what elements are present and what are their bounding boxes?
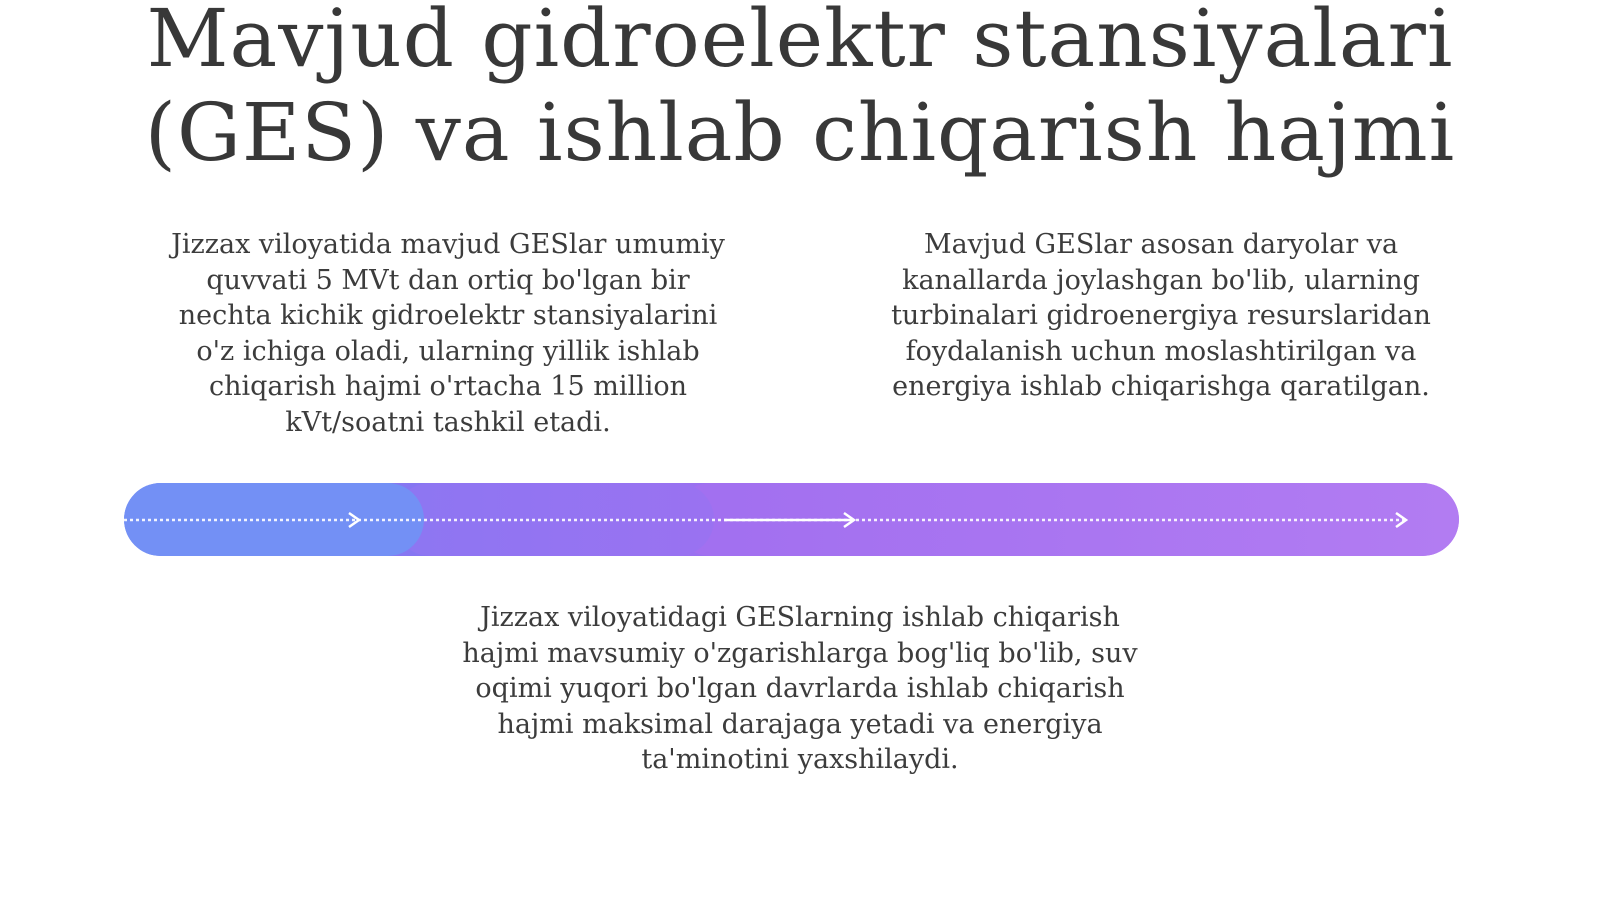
title-line-2: (GES) va ishlab chiqarish hajmi [144, 86, 1456, 179]
bottom-paragraph: Jizzax viloyatidagi GESlarning ishlab chiqarish hajmi mavsumiy o'zgarishlarga bog'liq bo'lib, suv oqimi yuqori bo'lgan davrlarda ishlab chiqarish hajmi maksimal darajaga yetadi va energiya ta'minotini yaxshilaydi. [462, 602, 1138, 775]
right-paragraph: Mavjud GESlar asosan daryolar va kanallarda joylashgan bo'lib, ularning turbinalari gidroenergiya resurslaridan foydalanish uchun moslashtirilgan va energiya ishlab chiqarishga qaratilgan. [891, 229, 1431, 402]
title-line-1: Mavjud gidroelektr stansiyalari [146, 0, 1454, 85]
timeline-arrows [124, 483, 1459, 556]
left-paragraph: Jizzax viloyatida mavjud GESlar umumiy quvvati 5 MVt dan ortiq bo'lgan bir nechta kichik gidroelektr stansiyalarini o'z ichiga oladi, ularning yillik ishlab chiqarish hajmi o'rtacha 15 million kVt/soatni tashkil etadi. [171, 229, 725, 438]
timeline-bar [124, 483, 1459, 556]
page-title [0, 0, 1600, 180]
